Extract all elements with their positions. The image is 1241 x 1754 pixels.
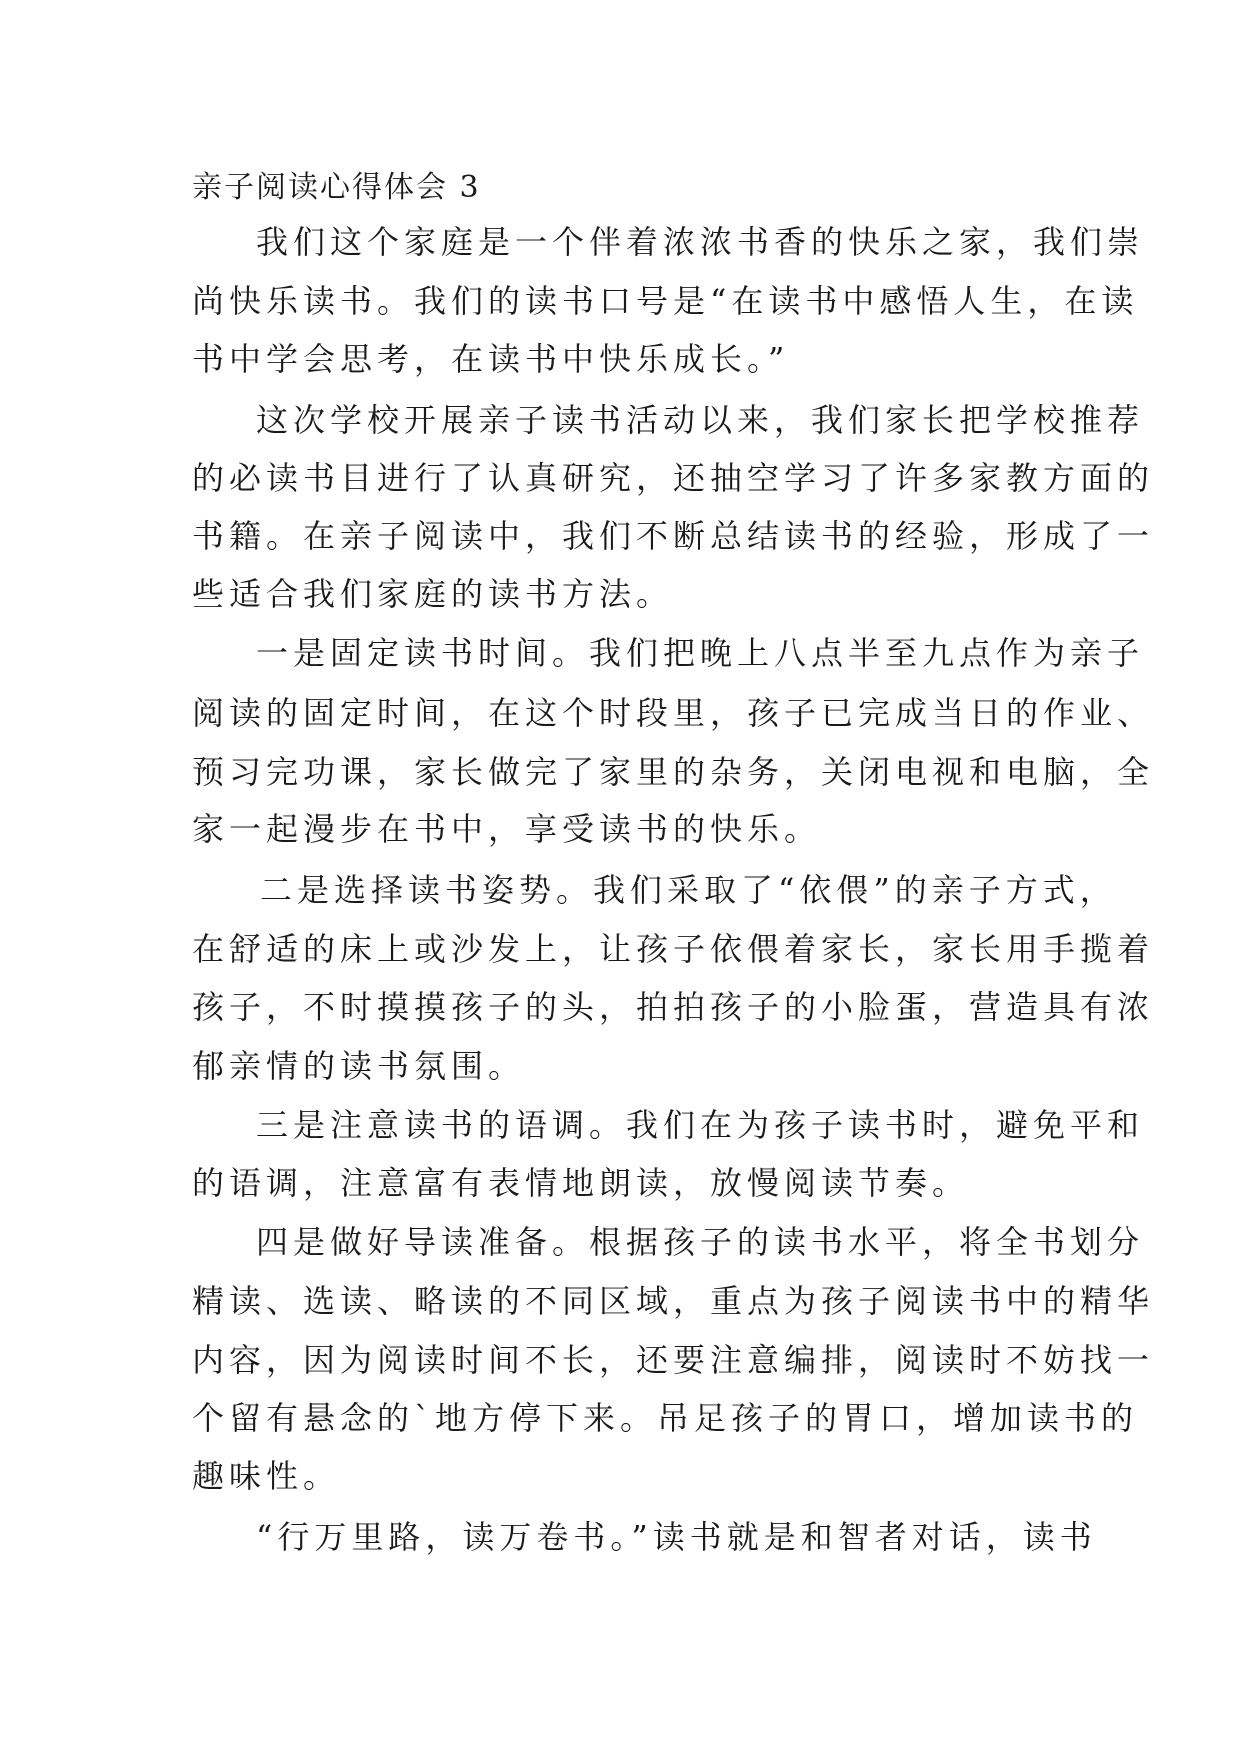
paragraph-line: 四是做好导读准备。根据孩子的读书水平，将全书划分 (256, 1223, 1145, 1261)
paragraph-line: 尚快乐读书。我们的读书口号是“在读书中感悟人生，在读 (192, 282, 1139, 320)
paragraph-line: 书籍。在亲子阅读中，我们不断总结读书的经验，形成了一 (192, 517, 1155, 555)
page-title: 亲子阅读心得体会 3 (192, 170, 481, 205)
paragraph-line: 阅读的固定时间，在这个时段里，孩子已完成当日的作业、 (192, 694, 1155, 732)
paragraph-line: 我们这个家庭是一个伴着浓浓书香的快乐之家，我们崇 (256, 223, 1145, 261)
paragraph-line: “行万里路，读万卷书。”读书就是和智者对话，读书 (256, 1518, 1097, 1556)
paragraph-line: 预习完功课，家长做完了家里的杂务，关闭电视和电脑，全 (192, 753, 1155, 791)
paragraph-line: 的必读书目进行了认真研究，还抽空学习了许多家教方面的 (192, 459, 1155, 497)
paragraph-line: 书中学会思考，在读书中快乐成长。” (192, 340, 790, 378)
paragraph-line: 些适合我们家庭的读书方法。 (192, 575, 674, 613)
paragraph-line: 家一起漫步在书中，享受读书的快乐。 (192, 810, 822, 848)
paragraph-line: 趣味性。 (192, 1457, 341, 1495)
paragraph-line: 郁亲情的读书氛围。 (192, 1047, 526, 1085)
paragraph-line: 孩子，不时摸摸孩子的头，拍拍孩子的小脸蛋，营造具有浓 (192, 988, 1155, 1026)
paragraph-line: 二是选择读书姿势。我们采取了“依偎”的亲子方式， (260, 871, 1117, 909)
paragraph-line: 一是固定读书时间。我们把晚上八点半至九点作为亲子 (256, 634, 1145, 672)
paragraph-line: 精读、选读、略读的不同区域，重点为孩子阅读书中的精华 (192, 1282, 1155, 1320)
paragraph-line: 在舒适的床上或沙发上，让孩子依偎着家长，家长用手揽着 (192, 930, 1155, 968)
paragraph-line: 内容，因为阅读时间不长，还要注意编排，阅读时不妨找一 (192, 1341, 1155, 1379)
paragraph-line: 个留有悬念的`地方停下来。吊足孩子的胃口，增加读书的 (192, 1399, 1139, 1437)
paragraph-line: 三是注意读书的语调。我们在为孩子读书时，避免平和 (256, 1106, 1145, 1144)
paragraph-line: 这次学校开展亲子读书活动以来，我们家长把学校推荐 (256, 401, 1145, 439)
paragraph-line: 的语调，注意富有表情地朗读，放慢阅读节奏。 (192, 1164, 970, 1202)
